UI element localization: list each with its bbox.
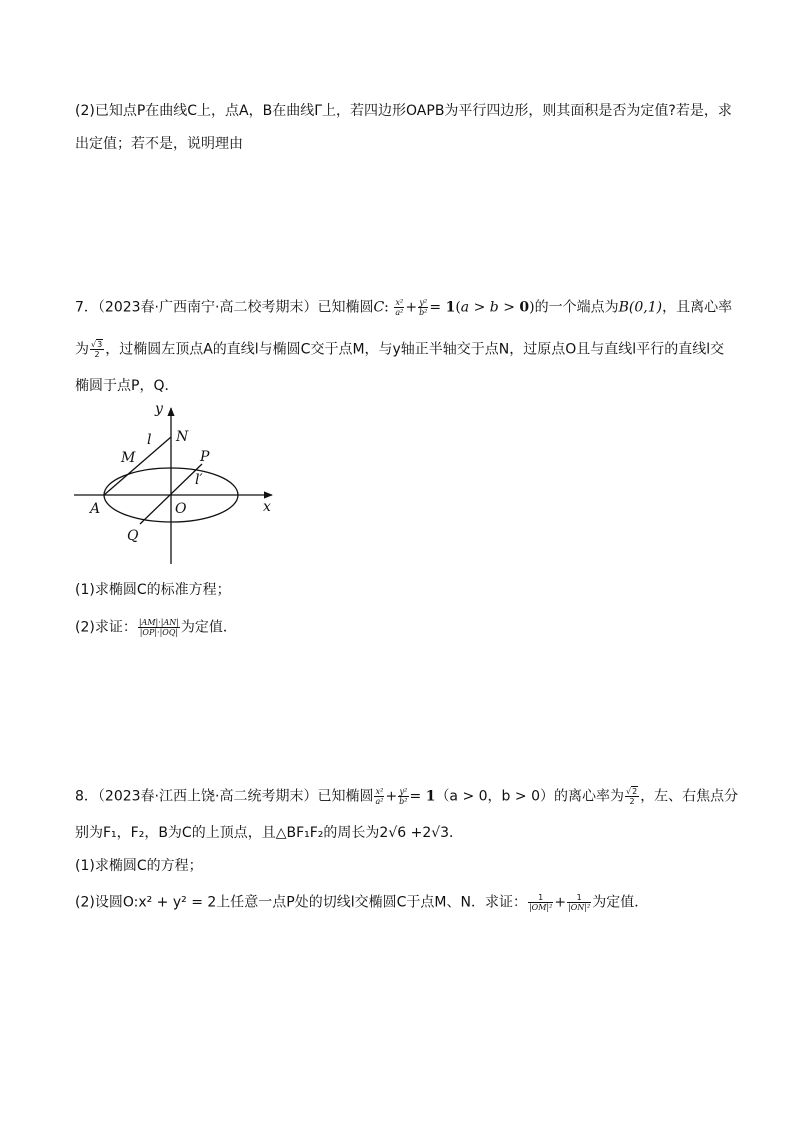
q8-part1: (1)求椭圆C的方程； — [75, 858, 203, 874]
q6-part2-line1: (2)已知点P在曲线C上，点A，B在曲线Γ上，若四边形OAPB为平行四边形，则其面积是否为定值?若是，求 — [75, 103, 732, 119]
q7-eq-frac-x: $\frac{\text{x²}}{\text{a²}}$ — [395, 298, 404, 317]
q8-line2: 别为F₁，F₂，B为C的上顶点，且△BF₁F₂的周长为2√6 +2√3． — [75, 825, 464, 841]
q8-line1: 8．（2023春·江西上饶·高二统考期末）已知椭圆 $\frac{\text{x²}}{\text{a²}}$ + $\frac{\text{y²}}{\text{b²}}$ = 1（a > 0，b > 0）的离心率为 $\frac{√2}{2}$ ，左、右焦点分 — [75, 787, 739, 806]
q8-intro: 已知椭圆 — [317, 788, 374, 805]
q7-figure — [70, 398, 280, 568]
q8-eq-frac-x: $\frac{\text{x²}}{\text{a²}}$ — [375, 787, 384, 806]
label-a: A — [90, 501, 101, 517]
q7-part2-prefix: (2)求证： — [75, 619, 137, 636]
q8-number: 8． — [75, 788, 98, 805]
q7-eccentricity-frac: $\frac{√3}{2}$ — [91, 340, 103, 359]
q6-part2-line2: 出定值；若不是，说明理由 — [75, 136, 243, 152]
q8-part2: (2)设圆O:x² + y² = 2上任意一点P处的切线l交椭圆C于点M、N．求证： $\frac{1}{\text{|OM|²}}$ + $\frac{1}{\text{|ON|²}}$ 为定值． — [75, 893, 649, 912]
q7-eq-tail: 的一个端点为 — [534, 299, 619, 316]
q7-intro: 已知椭圆 — [317, 299, 374, 316]
q7-point-b: B(0,1) — [618, 299, 663, 316]
ellipse-diagram — [70, 398, 280, 568]
q7-eq-rhs: = 1(a > b > 0) — [429, 299, 535, 316]
q7-eq-frac-y: $\frac{\text{y²}}{\text{b²}}$ — [419, 298, 428, 317]
q8-part2-frac-om: $\frac{1}{\text{|OM|²}}$ — [528, 893, 553, 912]
q7-number: 7． — [75, 299, 98, 316]
q8-eq-rhs: = 1 — [409, 788, 436, 805]
label-x: x — [263, 499, 271, 515]
q8-part2-prefix: (2)设圆O:x² + y² = 2上任意一点P处的切线l交椭圆C于点M、N．求证： — [75, 894, 527, 911]
label-l-prime: l′ — [195, 472, 203, 488]
q7-source: （2023春·广西南宁·高二校考期末） — [97, 299, 318, 316]
q7-part1: (1)求椭圆C的标准方程； — [75, 582, 231, 598]
q7-part2-den: |OP|·|OQ| — [139, 628, 179, 637]
label-q: Q — [127, 528, 139, 544]
label-l: l — [147, 432, 152, 448]
q7-eccentricity-lead: ，且离心率 — [662, 299, 733, 316]
label-p: P — [200, 449, 210, 465]
q8-part2-suffix: 为定值． — [592, 894, 649, 911]
q8-tail: ，左、右焦点分 — [640, 788, 739, 805]
q8-eq-frac-y: $\frac{\text{y²}}{\text{b²}}$ — [399, 787, 408, 806]
q8-eccentricity-frac: $\frac{√2}{2}$ — [625, 787, 638, 806]
line-l — [104, 437, 171, 495]
q8-cond: （a > 0，b > 0）的离心率为 — [435, 788, 624, 805]
q7-part2 — [75, 618, 237, 637]
q7-part2-suffix: 为定值． — [180, 619, 237, 636]
q8-source: （2023春·江西上饶·高二统考期末） — [97, 788, 318, 805]
q8-part2-frac-on: $\frac{1}{\text{|ON|²}}$ — [568, 893, 591, 912]
q7-part2-frac — [138, 618, 180, 637]
q7-part2-num: |AM|·|AN| — [138, 618, 179, 627]
label-m: M — [121, 450, 136, 466]
q7-line2-prefix: 为 — [75, 341, 89, 358]
label-n: N — [176, 429, 189, 445]
q7-line2 — [75, 340, 724, 359]
label-o: O — [175, 501, 187, 517]
q7-curve-label: C — [373, 299, 385, 316]
label-y: y — [155, 401, 163, 417]
q7-line3: 椭圆于点P，Q． — [75, 378, 179, 394]
q7-line1: 7．（2023春·广西南宁·高二校考期末）已知椭圆C: $\frac{\text{x²}}{\text{a²}}$ + $\frac{\text{y²}}{\text{b²}}$ = 1(a > b > 0)的一个端点为B(0,1)，且离心率 — [75, 298, 733, 317]
q7-line2-text: ，过椭圆左顶点A的直线l与椭圆C交于点M，与y轴正半轴交于点N，过原点O且与直线l平行的直线l交 — [105, 341, 725, 358]
